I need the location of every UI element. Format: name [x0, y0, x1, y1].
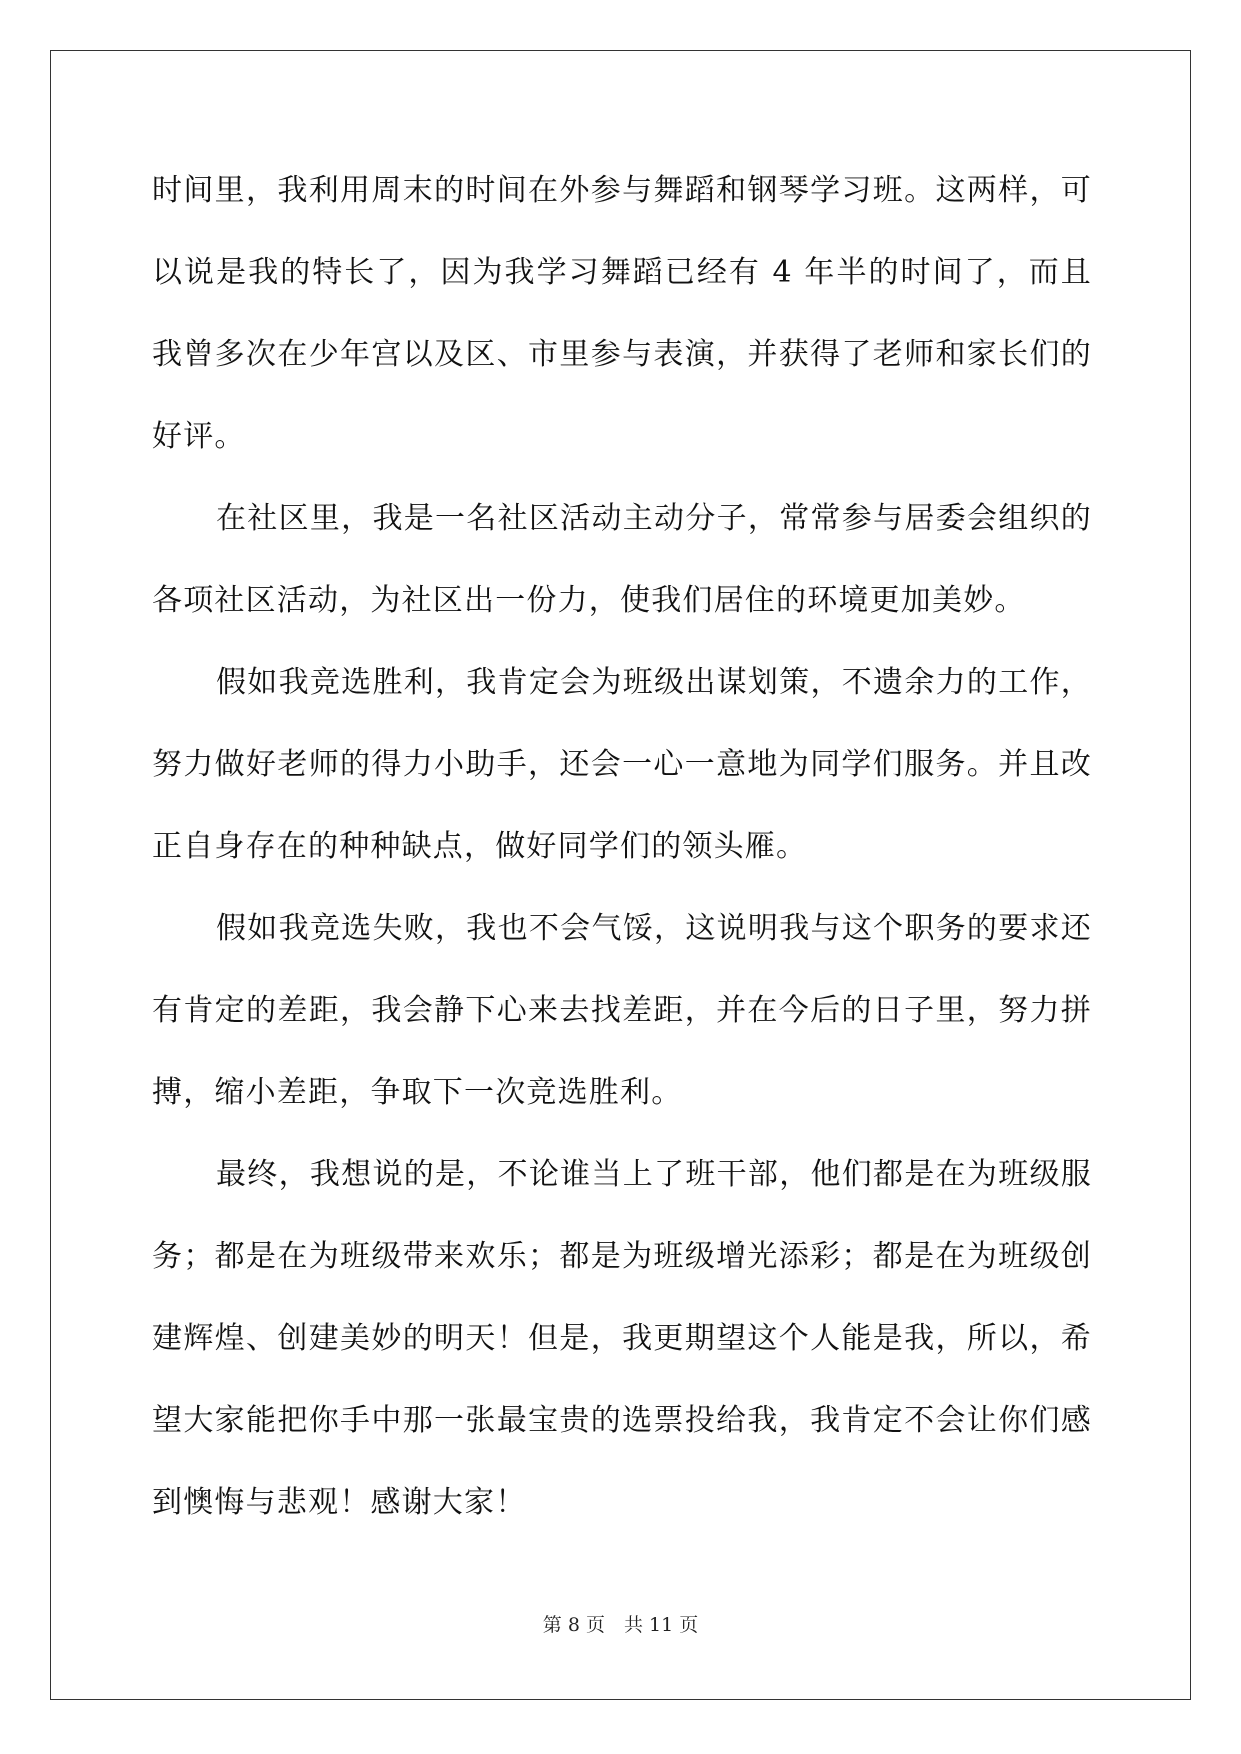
page-number-label: 第 8 页 共 11 页 [542, 1614, 699, 1636]
document-body [152, 150, 1092, 1544]
paragraph-3: 假如我竞选胜利，我肯定会为班级出谋划策，不遗余力的工作，努力做好老师的得力小助手，还会一心一意地为同学们服务。并且改正自身存在的种种缺点，做好同学们的领头雁。 [152, 665, 1092, 864]
paragraph-2: 在社区里，我是一名社区活动主动分子，常常参与居委会组织的各项社区活动，为社区出一份力，使我们居住的环境更加美妙。 [152, 501, 1092, 618]
paragraph-5: 最终，我想说的是，不论谁当上了班干部，他们都是在为班级服务；都是在为班级带来欢乐；都是为班级增光添彩；都是在为班级创建辉煌、创建美妙的明天！但是，我更期望这个人能是我，所以，希望大家能把你手中那一张最宝贵的选票投给我，我肯定不会让你们感到懊悔与悲观！感谢大家！ [152, 1157, 1092, 1520]
paragraph-4: 假如我竞选失败，我也不会气馁，这说明我与这个职务的要求还有肯定的差距，我会静下心来去找差距，并在今后的日子里，努力拼搏，缩小差距，争取下一次竞选胜利。 [152, 911, 1092, 1110]
paragraph-1: 时间里，我利用周末的时间在外参与舞蹈和钢琴学习班。这两样，可以说是我的特长了，因为我学习舞蹈已经有 4 年半的时间了，而且我曾多次在少年宫以及区、市里参与表演，并获得了老师和家长们的好评。 [152, 173, 1092, 454]
page-footer [0, 1610, 1241, 1637]
